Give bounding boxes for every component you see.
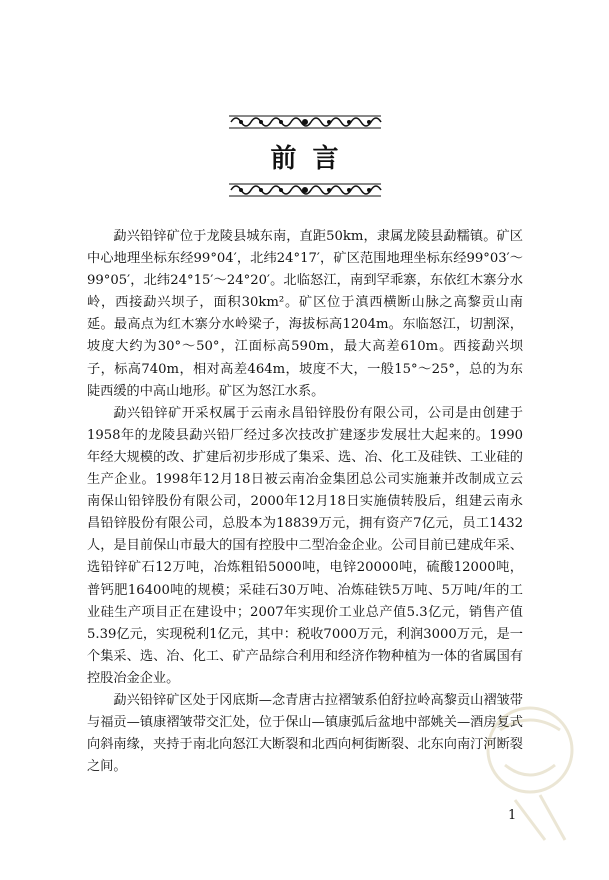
- page-title: 前言: [270, 144, 355, 174]
- paragraph: 勐兴铅锌矿位于龙陵县城东南，直距50km，隶属龙陵县勐糯镇。矿区中心地理坐标东经99°04′，北纬24°17′，矿区范围地理坐标东经99°03′～99°05′，北纬24°15′～24°20′。北临怒江，南到罕乖寨，东依红木寨分水岭，西接勐兴坝子，面积30km²。矿区位于滇西横断山脉之高黎贡山南延。最高点为红木寨分水岭梁子，海拔标高1204m。东临怒江，切割深，坡度大约为30°～50°，江面标高590m，最大高差610m。西接勐兴坝子，标高740m，相对高差464m，坡度不大，一般15°～25°，总的为东陡西缓的中高山地形。矿区为怒江水系。: [87, 229, 523, 399]
- paragraph: 勐兴铅锌矿开采权属于云南永昌铅锌股份有限公司，公司是由创建于1958年的龙陵县勐兴铅厂经过多次技改扩建逐步发展壮大起来的。1990年经大规模的改、扩建后初步形成了集采、选、冶、化工及硅铁、工业硅的生产企业。1998年12月18日被云南冶金集团总公司实施兼并改制成立云南保山铅锌股份有限公司，2000年12月18日实施债转股后，组建云南永昌铅锌股份有限公司，总股本为18839万元，拥有资产7亿元，员工1432人，是目前保山市最大的国有控股中二型冶金企业。公司目前已建成年采、选铅锌矿石12万吨，冶炼粗铅5000吨，电锌20000吨，硫酸12000吨，普钙肥16400吨的规模；采硅石30万吨、冶炼硅铁5万吨、5万吨/年的工业硅生产项目正在建设中；2007年实现价工业总产值5.3亿元，销售产值5.39亿元，实现税利1亿元，其中：税收7000万元，利润3000万元，是一个集采、选、冶、化工、矿产品综合利用和经济作物种植为一体的省属国有控股冶金企业。: [87, 405, 523, 686]
- body-text: [87, 226, 523, 778]
- title-ornament-bottom: [227, 180, 383, 200]
- page-number: 1: [508, 808, 517, 823]
- title-ornament-top: [227, 112, 383, 132]
- paragraph: 勐兴铅锌矿区处于冈底斯—念青唐古拉褶皱系伯舒拉岭高黎贡山褶皱带与福贡—镇康褶皱带交汇处，位于保山—镇康弧后盆地中部姚关—酒房复式向斜南缘，夹持于南北向怒江大断裂和北西向柯街断裂、北东向南汀河断裂之间。: [87, 692, 523, 775]
